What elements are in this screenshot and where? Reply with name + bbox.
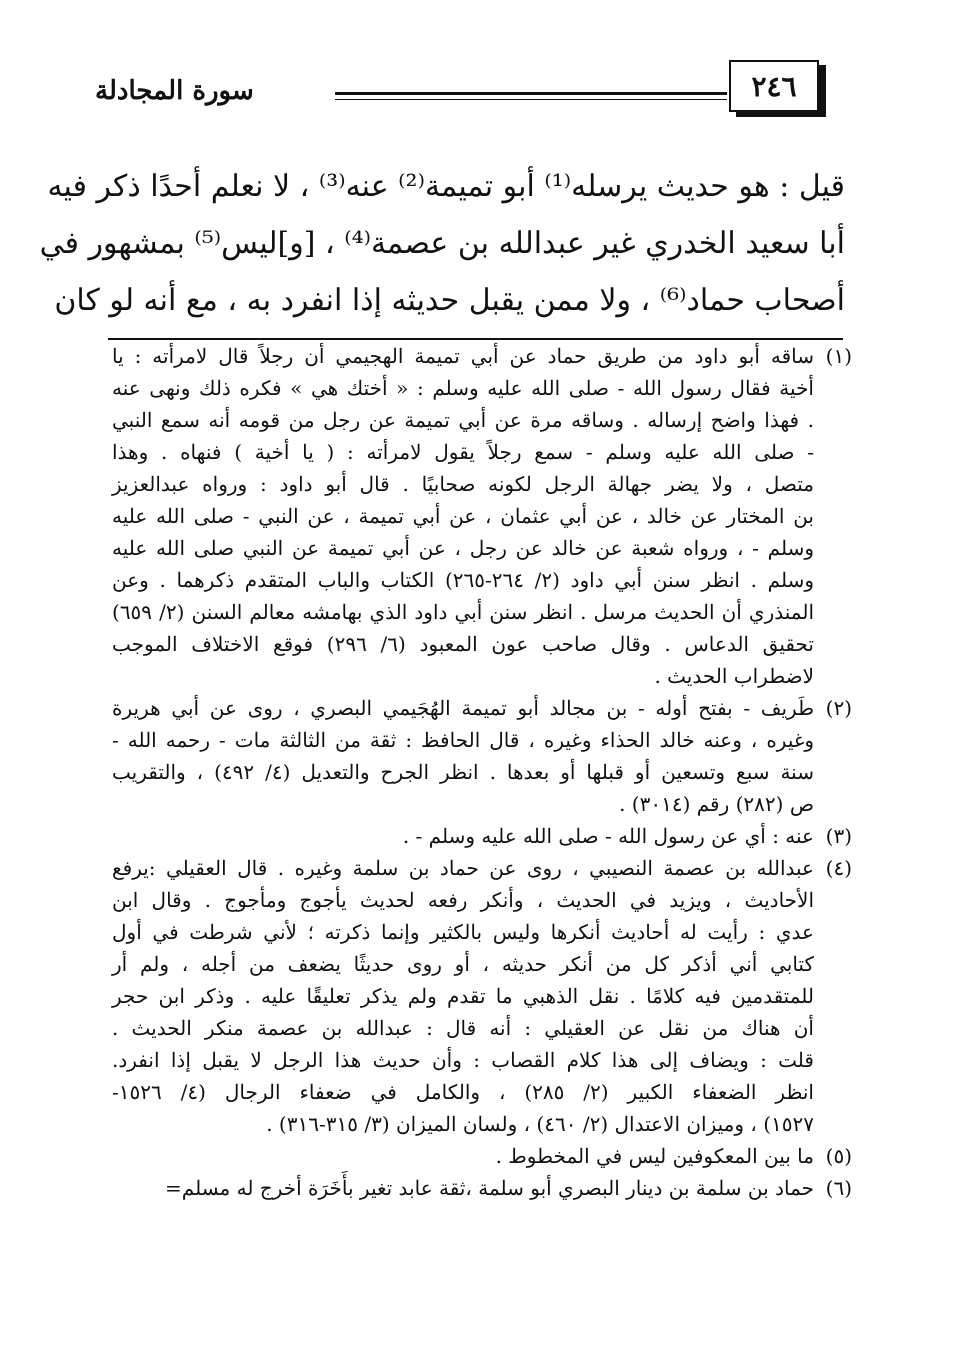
- footnote-line: أخية فقال رسول الله - صلى الله عليه وسلم : « أختك هي » فكره ذلك ونهى عنه: [112, 376, 814, 400]
- footnote-number: (٥): [825, 1144, 852, 1168]
- footnote-line: أن هناك من نقل عن العقيلي : أنه قال : عبدالله بن عصمة منكر الحديث .: [112, 1016, 814, 1040]
- page-number-box: [729, 60, 819, 112]
- surah-title: سورة المجادلة: [95, 76, 254, 106]
- page-header: [95, 52, 840, 122]
- footnote-line: ما بين المعكوفين ليس في المخطوط .: [495, 1144, 814, 1168]
- main-text: [39, 158, 845, 329]
- footnote-number: (٤): [825, 856, 852, 880]
- footnotes: [112, 340, 852, 1204]
- footnote-line: متصل ، ولا يضر جهالة الرجل لكونه صحابيًا . قال أبو داود : ورواه عبدالعزيز: [112, 472, 814, 496]
- footnote-line: انظر الضعفاء الكبير (٢/ ٢٨٥) ، والكامل في ضعفاء الرجال (٤/ ١٥٢٦-: [112, 1080, 814, 1104]
- footnote-6: [112, 1172, 852, 1204]
- footnote-line: ١٥٢٧) ، وميزان الاعتدال (٢/ ٤٦٠) ، ولسان الميزان (٣/ ٣١٥-٣١٦) .: [266, 1112, 814, 1136]
- footnote-line: سنة سبع وتسعين أو قبلها أو بعدها . انظر الجرح والتعديل (٤/ ٤٩٢) ، والتقريب: [112, 760, 814, 784]
- footnote-3: [112, 820, 852, 852]
- footnote-line: للمتقدمين فيه كلامًا . نقل الذهبي ما تقدم ولم يذكر تعليقًا عليه . وذكر ابن حجر: [112, 984, 814, 1008]
- footnote-line: طَريف - بفتح أوله - بن مجالد أبو تميمة الهُجَيمي البصري ، روى عن أبي هريرة: [112, 696, 814, 720]
- footnote-line: لاضطراب الحديث .: [654, 664, 814, 688]
- main-line: أصحاب حماد⁽⁶⁾ ، ولا ممن يقبل حديثه إذا انفرد به ، مع أنه لو كان: [54, 283, 845, 318]
- footnote-line: وسلم - ، ورواه شعبة عن خالد عن رجل ، عن أبي تميمة عن النبي صلى الله عليه: [112, 536, 814, 560]
- main-line: أبا سعيد الخدري غير عبدالله بن عصمة⁽⁴⁾ ، [و]ليس⁽⁵⁾ بمشهور في: [39, 226, 845, 261]
- main-line: قيل : هو حديث يرسله⁽¹⁾ أبو تميمة⁽²⁾ عنه⁽³⁾ ، لا نعلم أحدًا ذكر فيه: [47, 169, 845, 204]
- header-rule-thin: [335, 99, 727, 100]
- footnote-1: [112, 340, 852, 692]
- footnote-line: قلت : ويضاف إلى هذا كلام القصاب : وأن حديث هذا الرجل لا يقبل إذا انفرد.: [112, 1048, 814, 1072]
- footnote-line: عدي : رأيت له أحاديث أنكرها وليس بالكثير وإنما ذكرته ؛ لأني شرطت في أول: [112, 920, 814, 944]
- footnote-line: بن المختار عن خالد ، عن أبي عثمان ، عن أبي تميمة ، عن النبي - صلى الله عليه: [112, 504, 814, 528]
- footnote-line: . فهذا واضح إرساله . وساقه مرة عن أبي تميمة عن رجل من قومه أنه سمع النبي: [112, 408, 814, 432]
- footnote-line: حماد بن سلمة بن دينار البصري أبو سلمة ،ثقة عابد تغير بأَخَرَة أخرج له مسلم=: [165, 1176, 814, 1200]
- footnote-line: كتابي أني أذكر كل من أنكر حديثه ، أو روى حديثًا يضعف من أجله ، ولم أر: [112, 952, 814, 976]
- footnote-line: المنذري أن الحديث مرسل . انظر سنن أبي داود الذي بهامشه معالم السنن (٢/ ٦٥٩): [112, 600, 814, 624]
- footnote-4: [112, 852, 852, 1140]
- footnote-number: (٢): [825, 696, 852, 720]
- footnote-line: تحقيق الدعاس . وقال صاحب عون المعبود (٦/ ٢٩٦) فوقع الاختلاف الموجب: [112, 632, 814, 656]
- header-rule: [335, 92, 727, 95]
- footnote-line: - صلى الله عليه وسلم - سمع رجلاً يقول لامرأته : ( يا أخية ) فنهاه . وهذا: [112, 440, 815, 464]
- footnote-number: (٣): [825, 824, 852, 848]
- footnote-line: عبدالله بن عصمة النصيبي ، روى عن حماد بن سلمة وغيره . قال العقيلي :يرفع: [112, 856, 814, 880]
- footnote-line: وسلم . انظر سنن أبي داود (٢/ ٢٦٤-٢٦٥) الكتاب والباب المتقدم ذكرهما . وعن: [112, 568, 814, 592]
- footnote-2: [112, 692, 852, 820]
- page-number: ٢٤٦: [751, 69, 797, 103]
- footnote-line: عنه : أي عن رسول الله - صلى الله عليه وسلم - .: [402, 824, 814, 848]
- footnote-line: ص (٢٨٢) رقم (٣٠١٤) .: [619, 792, 814, 816]
- footnote-number: (٦): [825, 1176, 852, 1200]
- footnote-line: الأحاديث ، ويزيد في الحديث ، وأنكر رفعه لحديث يأجوج ومأجوج . وقال ابن: [112, 888, 814, 912]
- footnote-5: [112, 1140, 852, 1172]
- footnote-line: ساقه أبو داود من طريق حماد عن أبي تميمة الهجيمي أن رجلاً قال لامرأته : يا: [112, 344, 814, 368]
- footnote-line: وغيره ، وعنه خالد الحذاء وغيره ، قال الحافظ : ثقة من الثالثة مات - رحمه الله -: [112, 728, 814, 752]
- footnote-number: (١): [825, 344, 852, 368]
